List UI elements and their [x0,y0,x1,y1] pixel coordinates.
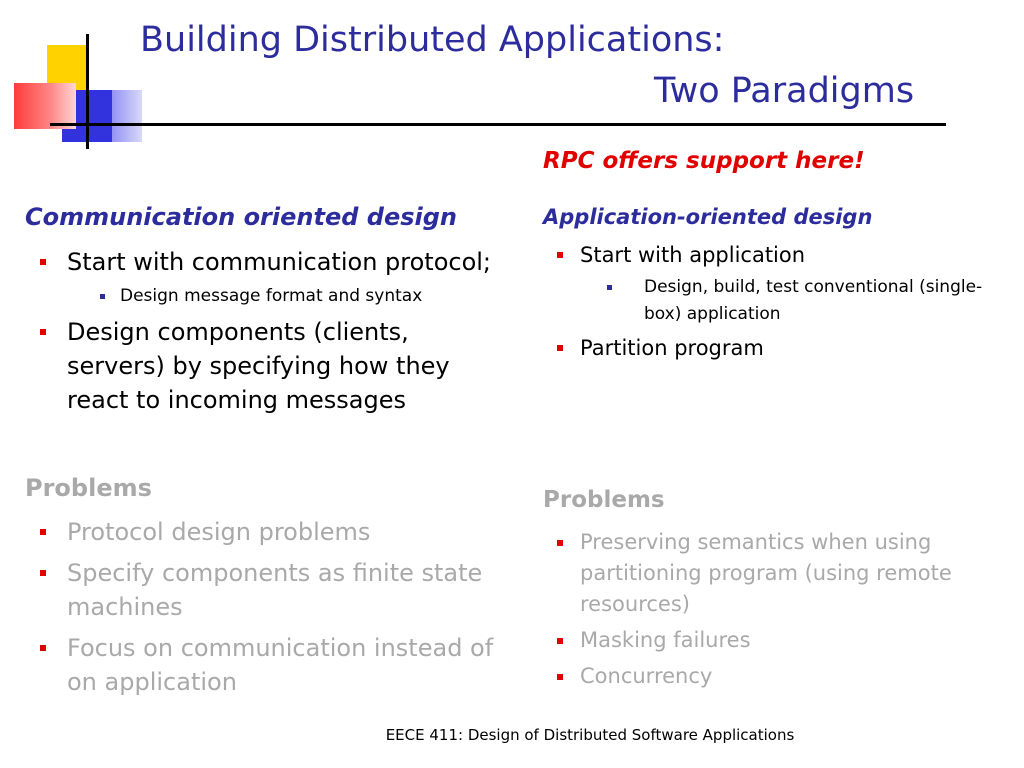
list-item: Design, build, test conventional (single-box) application [543,274,993,328]
list-item: Start with communication protocol; [25,245,500,279]
slide-footer: EECE 411: Design of Distributed Software Applications [385,726,795,744]
right-bullet-list [543,240,993,367]
list-item: Start with application [543,240,993,270]
list-item: Masking failures [543,625,998,656]
left-bullet-list [25,245,500,419]
slide-logo-decoration [0,0,145,150]
left-problems-list [25,515,515,706]
list-item: Partition program [543,333,993,363]
right-problems-list [543,527,998,697]
list-item: Design components (clients, servers) by specifying how they react to incoming messages [25,315,500,417]
list-item: Focus on communication instead of on application [25,631,515,699]
right-column-heading: Application-oriented design [543,205,873,229]
list-item: Design message format and syntax [25,281,500,311]
slide-title-line1: Building Distributed Applications: [140,20,725,60]
right-problems-heading: Problems [543,487,665,513]
title-underline [50,123,946,126]
list-item: Preserving semantics when using partitioning program (using remote resources) [543,527,998,620]
left-column-heading: Communication oriented design [25,203,457,231]
list-item: Concurrency [543,661,998,692]
list-item: Specify components as finite state machines [25,556,515,624]
slide-title-line2: Two Paradigms [654,71,915,111]
logo-vertical-line [86,34,89,149]
left-problems-heading: Problems [25,474,152,502]
list-item: Protocol design problems [25,515,515,549]
rpc-note: RPC offers support here! [543,148,865,174]
